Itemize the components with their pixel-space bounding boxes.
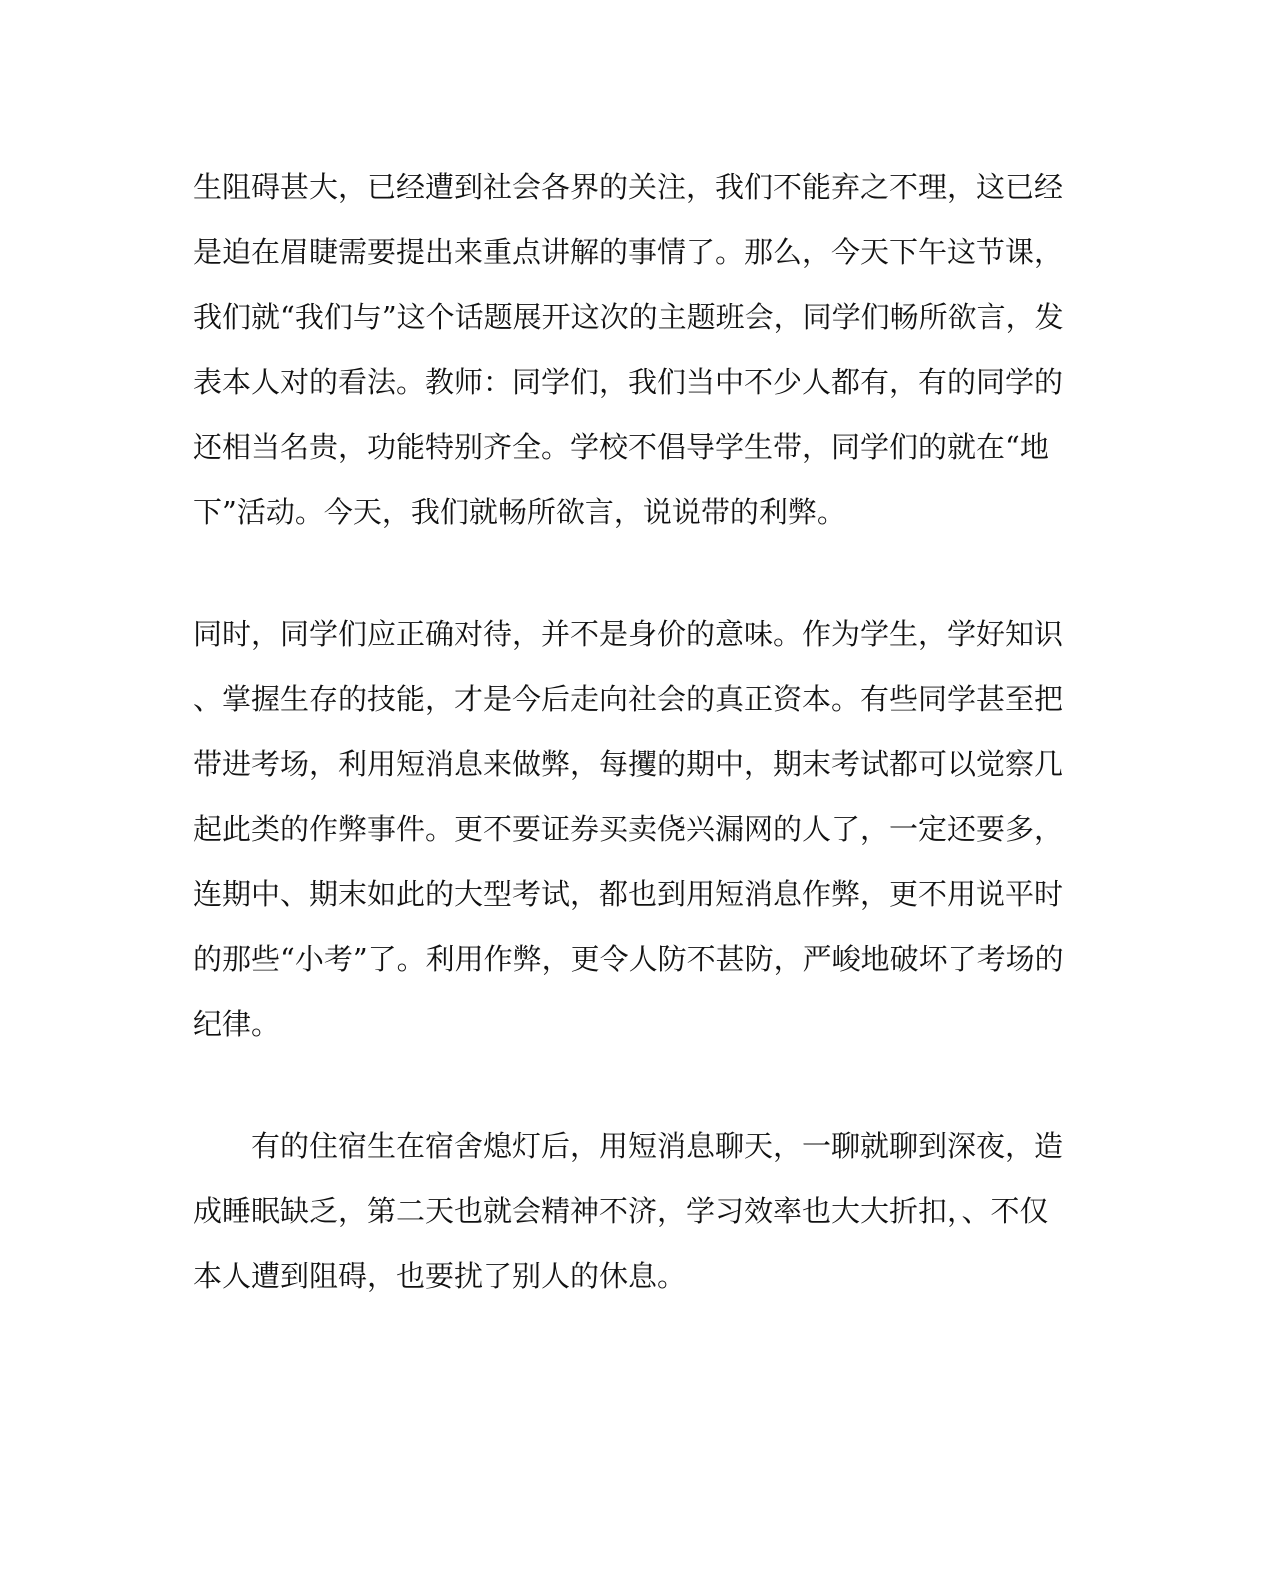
paragraph-line: 本人遭到阻碍，也要扰了别人的休息。 xyxy=(193,1259,687,1293)
paragraph-1 xyxy=(193,155,1063,545)
paragraph-line: 下”活动。今天，我们就畅所欲言，说说带的利弊。 xyxy=(193,495,846,529)
paragraph-line: 带进考场，利用短消息来做弊，每攫的期中，期末考试都可以觉察几 xyxy=(193,747,1064,781)
paragraph-line: 起此类的作弊事件。更不要证券买卖侥兴漏网的人了，一定还要多， xyxy=(193,812,1064,846)
paragraph-line: 的那些“小考”了。利用作弊，更令人防不甚防，严峻地破坏了考场的 xyxy=(193,942,1064,976)
paragraph-line: 还相当名贵，功能特别齐全。学校不倡导学生带，同学们的就在“地 xyxy=(193,430,1049,464)
paragraph-line: 有的住宿生在宿舍熄灯后，用短消息聊天，一聊就聊到深夜，造 xyxy=(251,1129,1064,1163)
paragraph-line: 纪律。 xyxy=(193,1007,281,1041)
paragraph-line: 生阻碍甚大，已经遭到社会各界的关注，我们不能弃之不理，这已经 xyxy=(193,170,1064,204)
paragraph-line: 我们就“我们与”这个话题展开这次的主题班会，同学们畅所欲言，发 xyxy=(193,300,1064,334)
paragraph-line: 表本人对的看法。教师：同学们，我们当中不少人都有，有的同学的 xyxy=(193,365,1064,399)
paragraph-2 xyxy=(193,602,1063,1057)
paragraph-line: 连期中、期末如此的大型考试，都也到用短消息作弊，更不用说平时 xyxy=(193,877,1064,911)
paragraph-line: 成睡眠缺乏，第二天也就会精神不济，学习效率也大大折扣，、不仅 xyxy=(193,1194,1049,1228)
paragraph-3 xyxy=(193,1114,1063,1309)
paragraph-line: 同时，同学们应正确对待，并不是身价的意味。作为学生，学好知识 xyxy=(193,617,1064,651)
paragraph-line: 是迫在眉睫需要提出来重点讲解的事情了。那么，今天下午这节课， xyxy=(193,235,1064,269)
paragraph-line: 、掌握生存的技能，才是今后走向社会的真正资本。有些同学甚至把 xyxy=(193,682,1064,716)
